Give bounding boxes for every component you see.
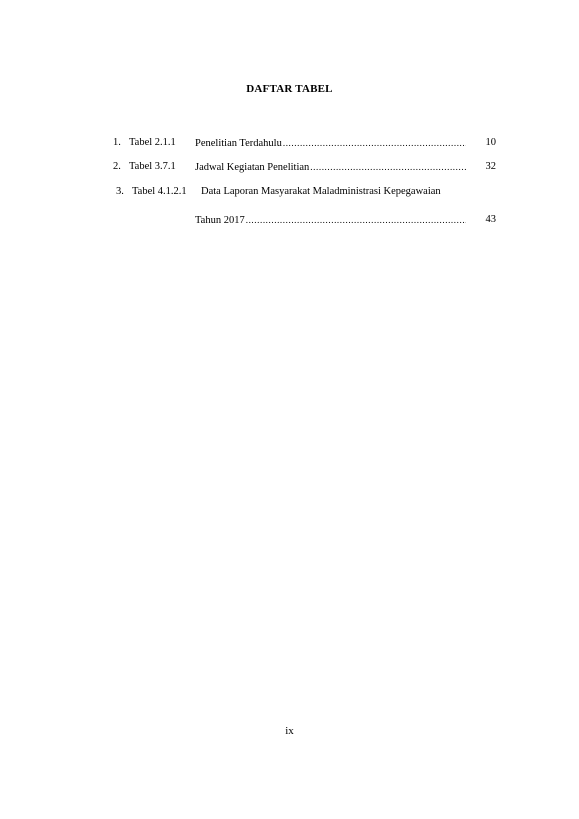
toc-entry-title-wrap [195,160,466,175]
toc-entry-continuation [113,213,496,227]
toc-entry-title: Penelitian Terdahulu [195,138,282,149]
toc-entry-label: Tabel 4.1.2.1 [132,186,187,197]
toc-entry [113,160,496,174]
dot-leader [283,136,466,150]
toc-entry-title: Tahun 2017 [195,215,245,226]
toc-entry-page: 43 [485,214,496,225]
toc-entry-page: 10 [485,137,496,148]
toc-entry-title: Jadwal Kegiatan Penelitian [195,162,310,173]
toc-entry-title: Data Laporan Masyarakat Maladministrasi Kepegawaian [201,186,441,197]
toc-entry-number: 1. [113,137,121,148]
dot-leader [246,213,466,227]
toc-entry-number: 3. [116,186,124,197]
page-title: DAFTAR TABEL [246,83,333,95]
page-number: ix [285,725,294,737]
toc-entry-number: 2. [113,161,121,172]
toc-entry [113,136,496,150]
toc-entry-page: 32 [485,161,496,172]
toc-entry-label: Tabel 3.7.1 [129,161,176,172]
toc-entry-title-wrap [195,213,466,228]
toc-entry [116,185,499,199]
dot-leader [310,160,466,174]
toc-entry-label: Tabel 2.1.1 [129,137,176,148]
toc-entry-title-wrap [195,136,466,151]
